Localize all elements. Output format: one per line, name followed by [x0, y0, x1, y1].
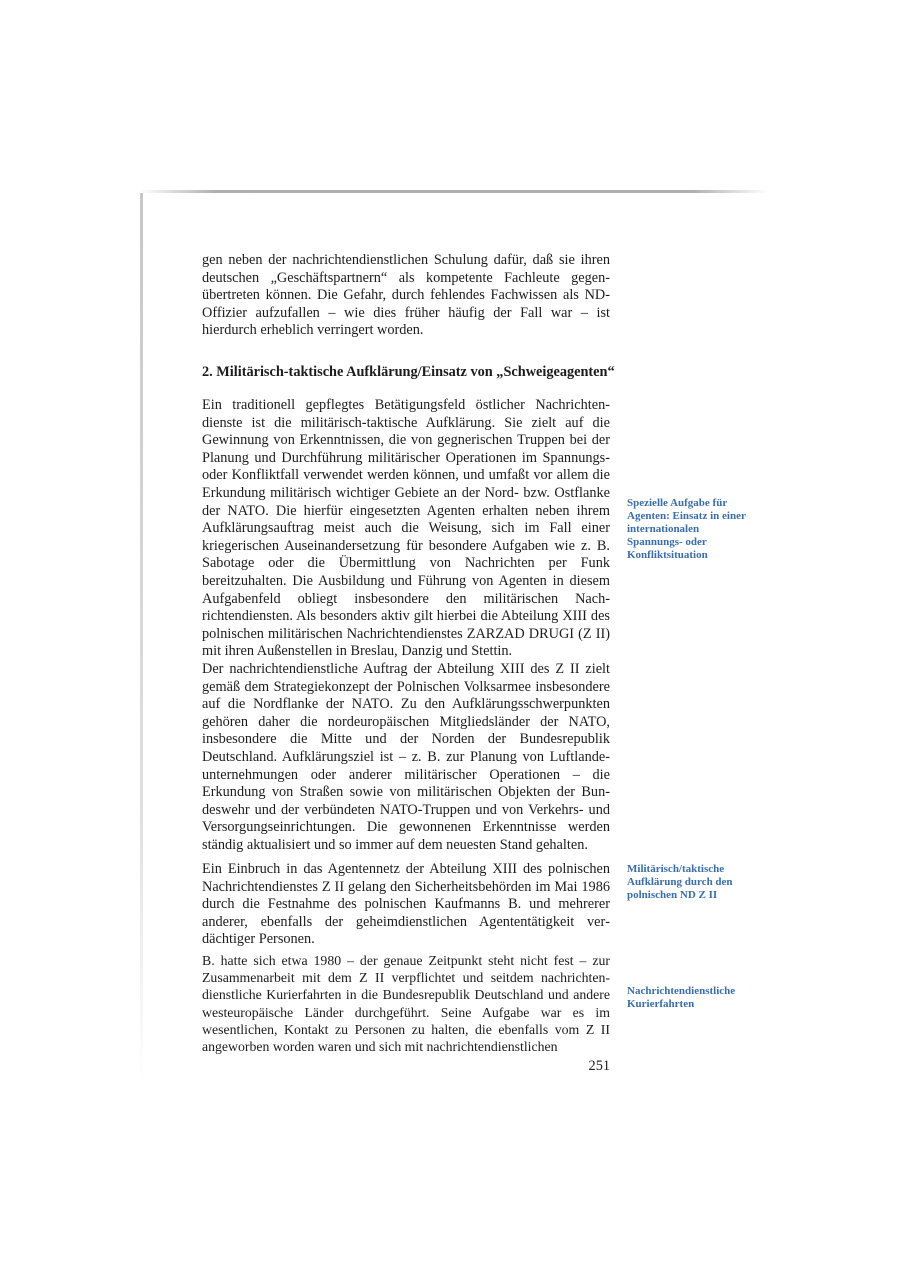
scan-edge-top: [140, 190, 768, 193]
paragraph-text: Ein Einbruch in das Agentennetz der Abteilung XIII des polnischen Nachrichtendienstes Z II gelang den Sicherheitsbehörden im Mai 1986 durch die Festnahme des polnischen Kaufmanns B. und mehrerer anderer, ebenfalls der geheimdienstlichen Agententätigkeit verdächtiger Personen.: [202, 861, 610, 948]
body-paragraph: [202, 397, 610, 661]
body-paragraph: [202, 252, 610, 340]
paragraph-text: Ein traditionell gepflegtes Betätigungsfeld östlicher Nachrichtendienste ist die militärisch-taktische Aufklärung. Sie zielt auf die Gewinnung von Erkenntnissen, die von gegnerischen Truppen bei der Planung und Durchführung militärischer Operationen im Spannungs- oder Konfliktfall verwendet werden können, und umfaßt vor allem die Erkundung militärisch wichtiger Gebiete an der Nord- bzw. Ostflanke der NATO. Die hierfür eingesetzten Agenten erhalten neben ihrem Aufklärungsauftrag meist auch die Weisung, sich im Fall einer kriegerischen Auseinandersetzung für besondere Aufgaben wie z. B. Sabotage oder die Übermittlung von Nachrichten per Funk bereitzuhalten. Die Ausbildung und Führung von Agenten in diesem Aufgabenfeld obliegt insbesondere den militärischen Nachrichtendiensten. Als besonders aktiv gilt hierbei die Abteilung XIII des polnischen militärischen Nachrichtendienstes ZARZAD DRUGI (Z II) mit ihren Außenstellen in Breslau, Danzig und Stettin.: [202, 397, 610, 660]
body-paragraph: [202, 952, 610, 1055]
body-paragraph: [202, 661, 610, 855]
scan-edge-left: [140, 193, 143, 1083]
body-paragraph: [202, 861, 610, 949]
paragraph-text: B. hatte sich etwa 1980 – der genaue Zeitpunkt steht nicht fest – zur Zusammenarbeit mit dem Z II verpflichtet und seitdem nachrichtendienstliche Kurierfahrten in die Bundesrepublik Deutschland und andere westeuropäische Länder durchgeführt. Seine Aufgabe war es im wesentlichen, Kontakt zu Personen zu halten, die ebenfalls vom Z II angeworben worden waren und sich mit nachrichtendienstlichen: [202, 953, 610, 1055]
page-number: 251: [588, 1058, 610, 1074]
paragraph-text: Der nachrichtendienstliche Auftrag der Abteilung XIII des Z II zielt gemäß dem Strategiekonzept der Polnischen Volksarmee insbesondere auf die Nordflanke der NATO. Zu den Aufklärungsschwerpunkten gehören daher die nordeuropäischen Mitgliedsländer der NATO, insbesondere die Mitte und der Norden der Bundesrepublik Deutschland. Aufklärungsziel ist – z. B. zur Planung von Luftlandeunternehmungen oder anderer militärischer Operationen – die Erkundung von Straßen sowie von militärischen Objekten der Bundeswehr und der verbündeten NATO-Truppen und von Verkehrs- und Versorgungseinrichtungen. Die gewonnenen Erkenntnisse werden ständig aktualisiert und so immer auf dem neuesten Stand gehalten.: [202, 661, 610, 853]
margin-note-special-task: Spezielle Aufgabe für Agenten: Einsatz in einer internationalen Spannungs- oder Konfliktsituation: [627, 497, 746, 561]
section-heading: 2. Militärisch-taktische Aufklärung/Einsatz von „Schweigeagenten“: [202, 364, 615, 380]
paragraph-text: gen neben der nachrichtendienstlichen Schulung dafür, daß sie ihren deutschen „Geschäftspartnern“ als kompetente Fachleute gegenübertreten können. Die Gefahr, durch fehlendes Fachwissen als ND-Offizier aufzufallen – wie dies früher häufig der Fall war – ist hierdurch erheblich verringert worden.: [202, 252, 610, 339]
margin-note-military-reconnaissance: Militärisch/taktische Aufklärung durch den polnischen ND Z II: [627, 863, 733, 901]
margin-note-courier-trips: Nachrichtendienstliche Kurierfahrten: [627, 985, 736, 1010]
